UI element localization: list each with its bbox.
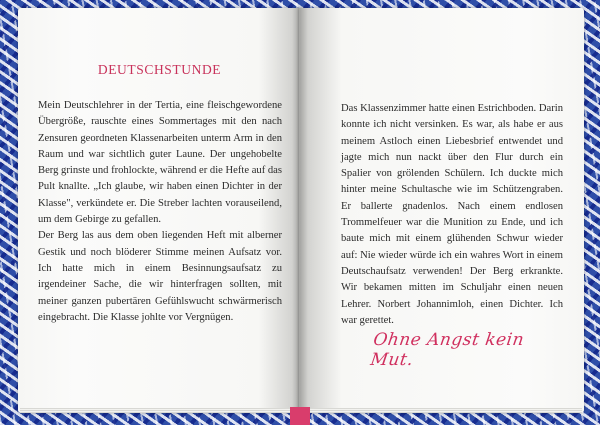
bookmark-ribbon — [290, 407, 310, 425]
chapter-title: DEUTSCHSTUNDE — [97, 62, 222, 77]
right-page-text — [341, 101, 563, 329]
left-page-edges — [20, 408, 299, 413]
paragraph: Der Berg las aus dem oben liegenden Heft mit alberner Gestik und noch blöderer Stimme meinen Aufsatz vor. Ich hatte mich in einem Besinnungsaufsatz zu irgendeiner Sache, die wir hinterfragen sollten, mit meiner ganzen pubertären Gefühlswucht schwärmerisch eingebracht. Die Klasse johlte vor Vergnügen. — [38, 230, 282, 323]
handwritten-quote: Ohne Angst kein Mut. — [369, 330, 526, 370]
paragraph: Mein Deutschlehrer in der Tertia, eine fleischgewordene Übergröße, rauschte eines Sommertages mit den nach Zensuren geordneten Klassenarbeiten unterm Arm in den Raum und war sichtlich guter Laune. Der ungehobelte Berg grinste und frohlockte, während er die Hefte auf das Pult knallte. „Ich glaube, wir haben einen Dichter in der Klasse", verkündete er. Die Streber lachten vorauseilend, um dem Gebirge zu gefallen. — [38, 100, 282, 226]
left-page-text — [38, 98, 282, 326]
right-page-edges — [301, 408, 582, 413]
paragraph: Das Klassenzimmer hatte einen Estrichboden. Darin konnte ich nicht versinken. Es war, als habe er aus meinem Astloch einen Liebesbrief entwendet und jagte mich nun nackt über den Flur durch ein Spalier von grölenden Schülern. Ich duckte mich hinter meine Schultasche wie im Schützengraben. Er ballerte gnadenlos. Nach einem endlosen Trommelfeuer war die Munition zu Ende, und ich baute mich mit einem glühenden Schwur wieder auf: Nie wieder würde ich ein wahres Wort in einem Deutschaufsatz verwenden! Der Berg erkrankte. Wir bekamen mitten im Schuljahr einen neuen Lehrer. Norbert Johannimloh, einen Dichter. Ich war gerettet. — [341, 103, 563, 326]
